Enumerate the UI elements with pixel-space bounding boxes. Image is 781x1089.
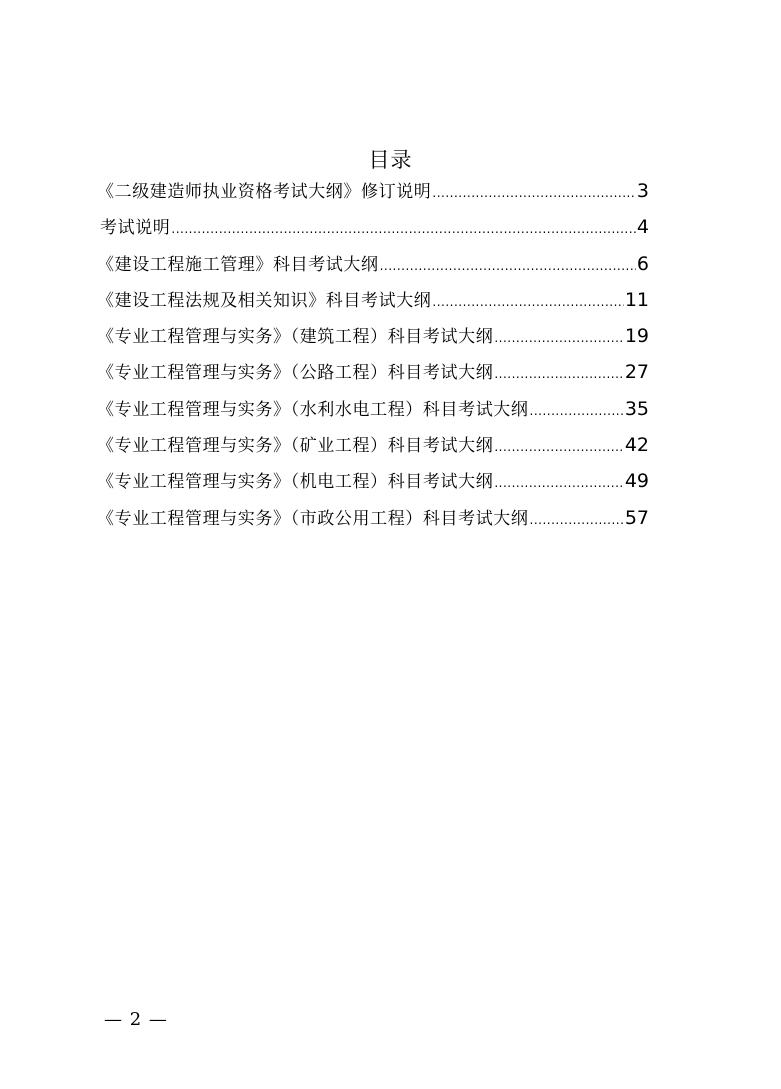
toc-entry-label: 《建设工程法规及相关知识》科目考试大纲 (97, 290, 432, 311)
toc-entry-electromechanical[interactable] (97, 466, 649, 502)
dot-leader (494, 468, 624, 498)
toc-entry-label: 《专业工程管理与实务》（矿业工程）科目考试大纲 (97, 436, 494, 457)
toc-entry-building-engineering[interactable] (97, 321, 649, 357)
toc-entry-municipal-engineering[interactable] (97, 503, 649, 539)
toc-entry-page: 35 (624, 397, 649, 420)
toc-entry-page: 4 (636, 216, 649, 239)
toc-entry-label: 《专业工程管理与实务》（公路工程）科目考试大纲 (97, 363, 494, 384)
dot-leader (530, 396, 624, 426)
toc-entry-page: 49 (624, 470, 649, 493)
page-number: — 2 — (104, 1009, 168, 1030)
toc-entry-label: 《专业工程管理与实务》（市政公用工程）科目考试大纲 (97, 508, 529, 529)
toc-entry-page: 6 (636, 252, 649, 275)
toc-entry-label: 《二级建造师执业资格考试大纲》修订说明 (97, 182, 432, 202)
toc-entry-page: 11 (624, 288, 649, 311)
toc-entry-label: 《专业工程管理与实务》（建筑工程）科目考试大纲 (97, 327, 494, 348)
dot-leader (530, 505, 624, 535)
dot-leader (494, 359, 624, 389)
dot-leader (432, 287, 623, 317)
toc-title: 目录 (368, 148, 413, 172)
toc-entry-label: 《建设工程施工管理》科目考试大纲 (97, 254, 379, 275)
toc-entry-page: 3 (636, 180, 649, 202)
toc-entry-label: 《专业工程管理与实务》（水利水电工程）科目考试大纲 (97, 399, 529, 420)
toc-entry-label: 《专业工程管理与实务》（机电工程）科目考试大纲 (97, 472, 494, 493)
toc-entry-label: 考试说明 (100, 218, 171, 239)
toc-entry-construction-management[interactable] (97, 249, 649, 285)
toc-entry-exam-notes[interactable] (97, 212, 649, 248)
table-of-contents (97, 176, 649, 539)
dot-leader (494, 323, 624, 353)
dot-leader (494, 432, 624, 462)
toc-entry-page: 42 (624, 434, 649, 457)
toc-entry-page: 27 (624, 361, 649, 384)
toc-entry-revision-notes[interactable] (97, 176, 649, 212)
toc-entry-construction-law[interactable] (97, 285, 649, 321)
toc-entry-mining-engineering[interactable] (97, 430, 649, 466)
dot-leader (432, 178, 636, 208)
toc-entry-page: 19 (624, 325, 649, 348)
toc-entry-water-conservancy[interactable] (97, 394, 649, 430)
toc-entry-page: 57 (624, 506, 649, 529)
dot-leader (171, 214, 636, 244)
dot-leader (380, 251, 636, 281)
toc-entry-highway-engineering[interactable] (97, 357, 649, 393)
